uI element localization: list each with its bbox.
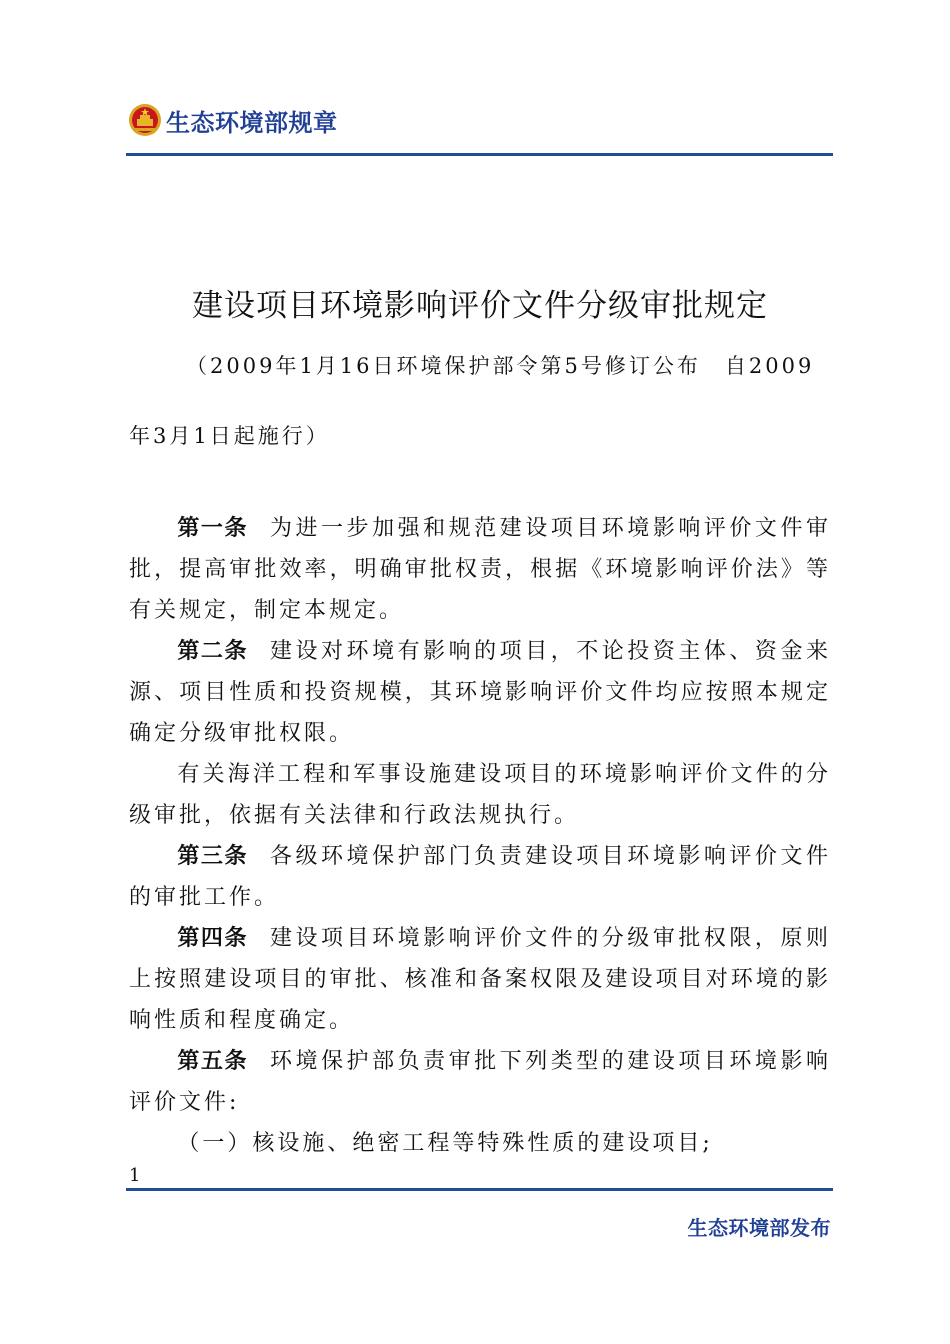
- footer-rule: [126, 1188, 833, 1191]
- page-number: 1: [129, 1165, 141, 1186]
- issue-note-line1: （2009年1月16日环境保护部令第5号修订公布 自2009: [186, 354, 815, 378]
- header-rule: [126, 153, 833, 156]
- article-text: （一）核设施、绝密工程等特殊性质的建设项目;: [177, 1131, 713, 1156]
- article-label: 第一条: [177, 516, 248, 541]
- page-header: [128, 98, 338, 142]
- article-label: 第五条: [177, 1049, 248, 1074]
- article-paragraph: [129, 836, 831, 918]
- footer-text: 生态环境部发布: [687, 1216, 831, 1240]
- national-emblem-icon: [128, 103, 162, 137]
- article-paragraph: [129, 508, 831, 631]
- header-title: 生态环境部规章: [166, 108, 338, 137]
- article-paragraph: [129, 1123, 831, 1164]
- article-paragraph: [129, 754, 831, 836]
- article-label: 第三条: [177, 844, 248, 869]
- article-paragraph: [129, 918, 831, 1041]
- article-paragraph: [129, 631, 831, 754]
- article-text: 环境保护部负责审批下列类型的建设项目环境影响评价文件:: [129, 1049, 831, 1115]
- document-body: [129, 508, 831, 1164]
- article-label: 第四条: [177, 926, 248, 951]
- article-paragraph: [129, 1041, 831, 1123]
- article-text: 为进一步加强和规范建设项目环境影响评价文件审批，提高审批效率，明确审批权责，根据《环境影响评价法》等有关规定，制定本规定。: [129, 516, 831, 623]
- article-text: 建设对环境有影响的项目，不论投资主体、资金来源、项目性质和投资规模，其环境影响评价文件均应按照本规定确定分级审批权限。: [129, 639, 831, 746]
- document-title: 建设项目环境影响评价文件分级审批规定: [192, 288, 768, 324]
- article-text: 建设项目环境影响评价文件的分级审批权限，原则上按照建设项目的审批、核准和备案权限及建设项目对环境的影响性质和程度确定。: [129, 926, 831, 1033]
- article-text: 各级环境保护部门负责建设项目环境影响评价文件的审批工作。: [129, 844, 831, 910]
- issue-note-line2: 年3月1日起施行）: [129, 424, 330, 448]
- article-text: 有关海洋工程和军事设施建设项目的环境影响评价文件的分级审批，依据有关法律和行政法规执行。: [129, 762, 831, 828]
- article-label: 第二条: [177, 639, 248, 664]
